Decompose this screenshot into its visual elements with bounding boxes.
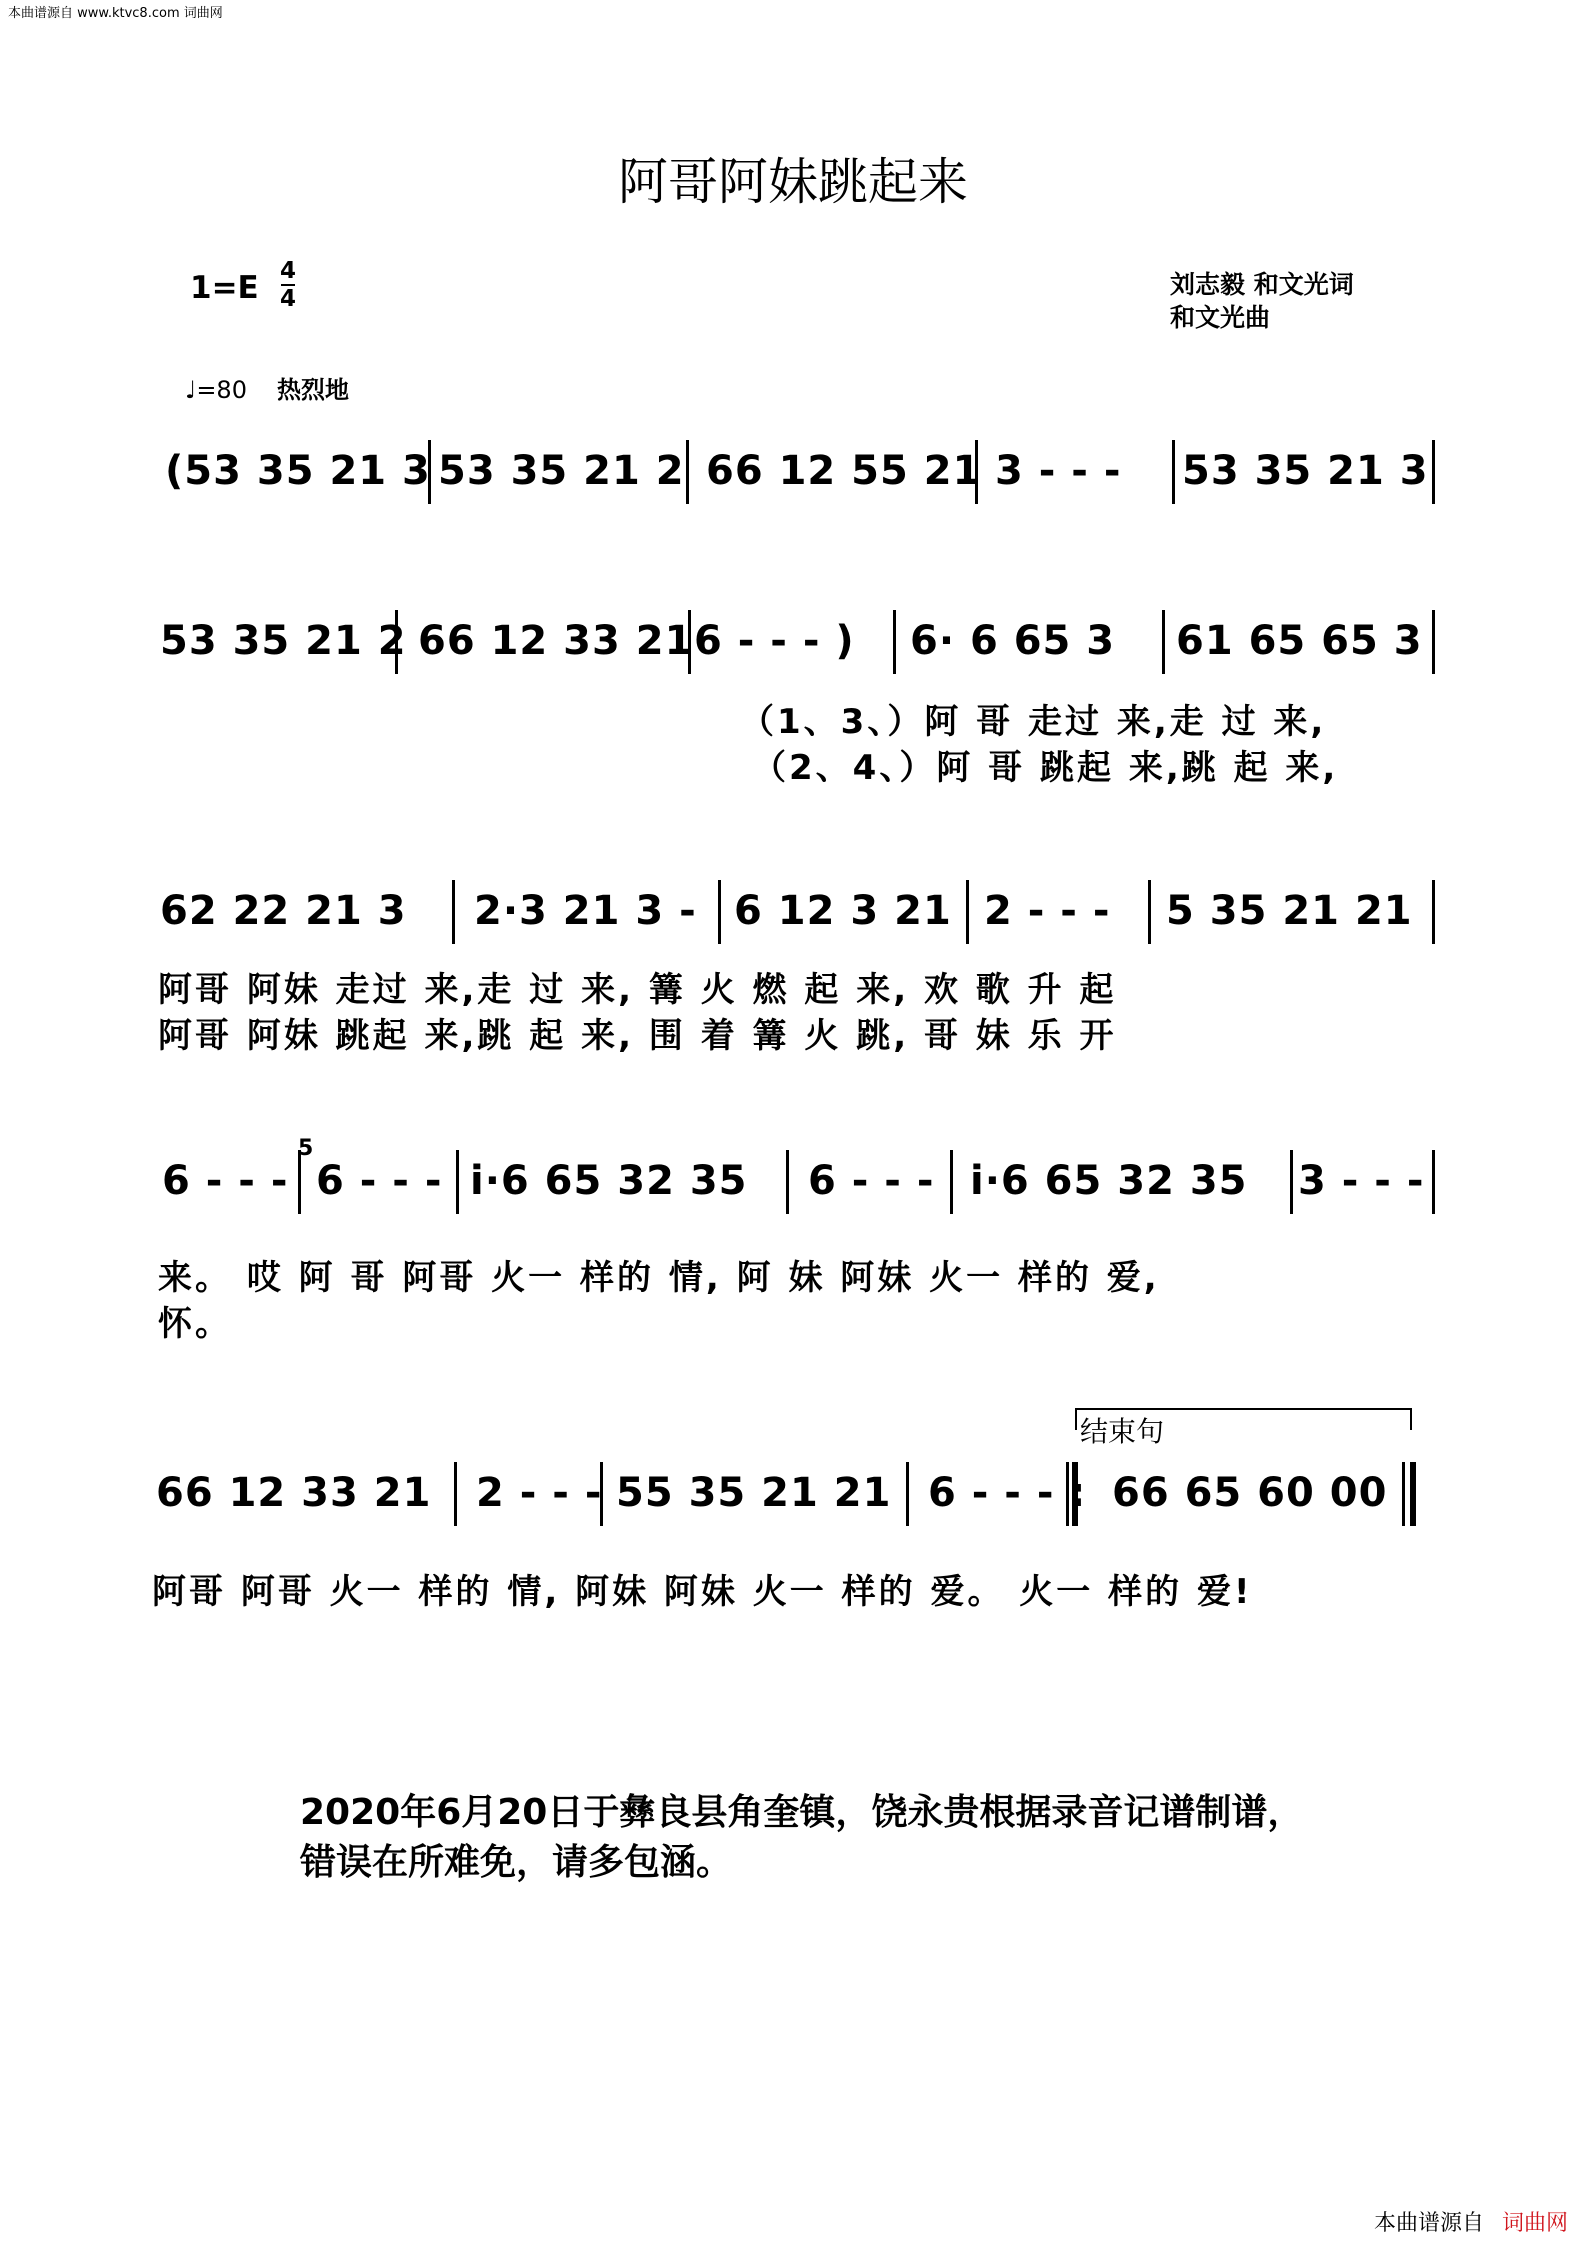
watermark-bottom [1374,2206,1568,2237]
measure: 6 - - - [808,1158,935,1204]
measure: 55 35 21 21 [616,1470,892,1516]
lyricists: 刘志毅 和文光词 [1170,270,1354,299]
lyric-line: （2、4、）阿 哥 跳起 来,跳 起 来, [752,748,1339,788]
measure: 6 - - - [162,1158,289,1204]
measure: 6 12 3 21 [734,888,952,934]
tempo-expression: 热烈地 [276,376,349,404]
measure: 61 65 65 3 [1176,618,1423,664]
lyric-line: 阿哥 阿妹 走过 来,走 过 来, 篝 火 燃 起 来, 欢 歌 升 起 [158,970,1117,1010]
time-signature-top: 4 [280,258,297,284]
lyric-line: 阿哥 阿妹 跳起 来,跳 起 来, 围 着 篝 火 跳, 哥 妹 乐 开 [158,1016,1117,1056]
watermark-brand[interactable]: 词曲网 [1501,2211,1568,2236]
measure: (53 35 21 3 [165,448,431,494]
measure: 6 - - - ) [694,618,855,664]
measure: 6 - - - : [928,1470,1087,1516]
time-signature-bottom: 4 [280,286,297,312]
measure: 2 - - - [476,1470,603,1516]
measure: 62 22 21 3 [160,888,407,934]
key-signature: 1=E [190,270,259,306]
tempo-value: ♩=80 [185,376,247,404]
page-title: 阿哥阿妹跳起来 [618,153,968,211]
measure: 66 12 33 21 [418,618,694,664]
watermark-top: 本曲谱源自 www.ktvc8.com 词曲网 [8,6,223,21]
measure: 5 35 21 21 [1166,888,1413,934]
measure: 53 35 21 2 [438,448,685,494]
composer: 和文光曲 [1170,303,1271,332]
measure: i·6 65 32 35 [970,1158,1248,1204]
credits [1170,268,1354,334]
measure: 2 - - - [984,888,1111,934]
measure: 6· 6 65 3 [910,618,1116,664]
finale-label: 结束句 [1080,1415,1165,1448]
tempo-marking [185,370,349,405]
lyric-line: 怀。 [158,1304,232,1344]
lyric-line: 阿哥 阿哥 火一 样的 情, 阿妹 阿妹 火一 样的 爱。 火一 样的 爱! [152,1572,1253,1612]
measure: 66 12 55 21 [706,448,982,494]
measure: 53 35 21 3 [1182,448,1429,494]
measure: i·6 65 32 35 [470,1158,748,1204]
measure: 3 - - - [1298,1158,1425,1204]
measure: 2·3 21 3 - [474,888,697,934]
watermark-source: 本曲谱源自 [1373,2211,1484,2236]
footnote [300,1788,1303,1888]
measure: 66 65 60 00 [1112,1470,1388,1516]
footnote-line-1: 2020年6月20日于彝良县角奎镇，饶永贵根据录音记谱制谱， [300,1792,1304,1833]
grace-note: 5 [298,1136,314,1161]
lyric-line: 来。 哎 阿 哥 阿哥 火一 样的 情, 阿 妹 阿妹 火一 样的 爱, [158,1258,1160,1298]
lyric-line: （1、3、）阿 哥 走过 来,走 过 来, [740,702,1327,742]
measure: 53 35 21 2 [160,618,407,664]
measure: 3 - - - [995,448,1122,494]
time-signature [280,258,296,312]
measure: 6 - - - [316,1158,443,1204]
footnote-line-2: 错误在所难免，请多包涵。 [300,1842,733,1883]
measure: 66 12 33 21 [156,1470,432,1516]
